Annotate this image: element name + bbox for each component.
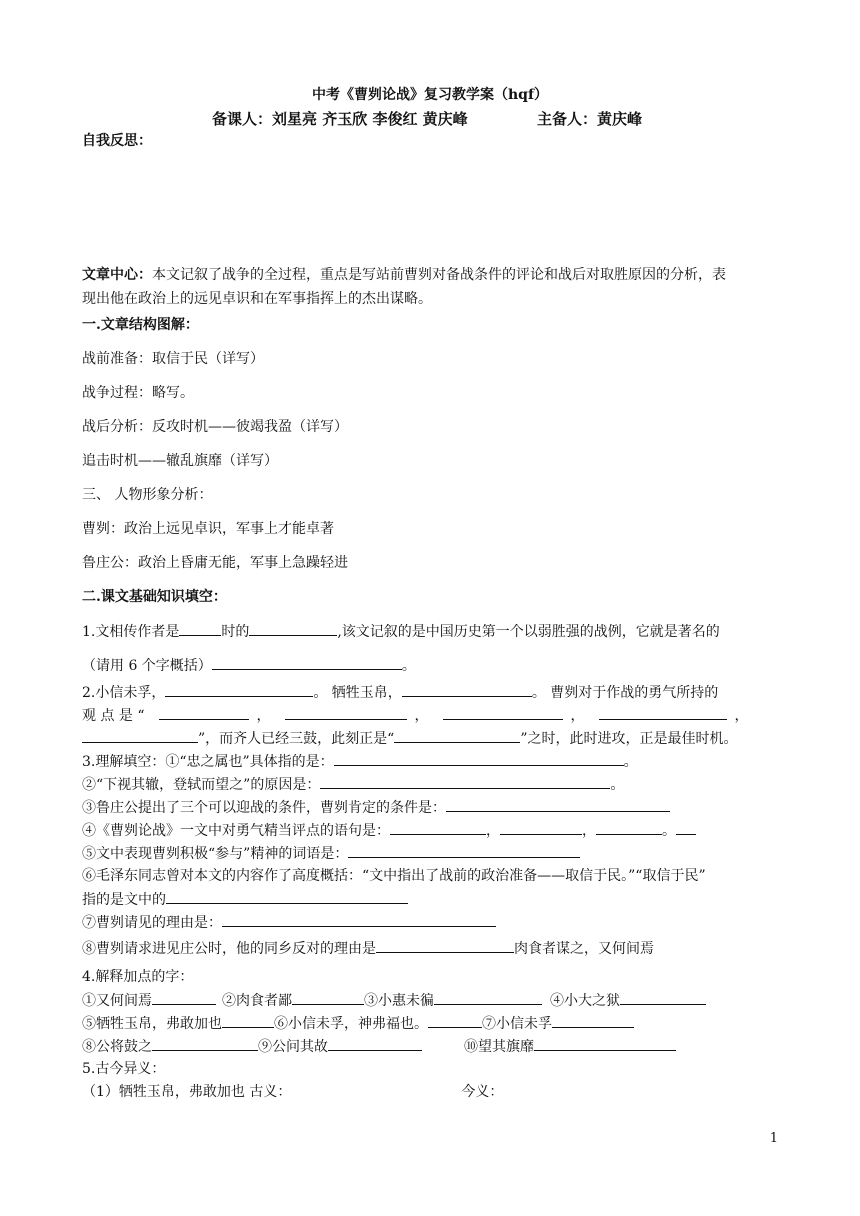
q2-text-b: 。 牺牲玉帛，: [313, 685, 402, 701]
q3a-text: 3.理解填空：①“忠之属也”具体指的是：: [82, 754, 334, 770]
q4-item: ③小惠未徧: [364, 993, 434, 1009]
blank[interactable]: [348, 843, 580, 858]
lead-author: [537, 109, 642, 129]
q4-item: ⑥小信未孚，神弗福也。: [274, 1016, 428, 1032]
period: 。: [623, 754, 638, 770]
lead-name: 黄庆峰: [597, 110, 643, 128]
blank[interactable]: [165, 682, 313, 697]
blank[interactable]: [285, 705, 407, 720]
question-4: 4.解释加点的字：: [82, 969, 194, 985]
blank[interactable]: [328, 1036, 422, 1051]
structure-item: 战争过程：略写。: [82, 385, 194, 401]
lead-prefix: 主备人：: [537, 110, 598, 128]
blank[interactable]: [390, 820, 486, 835]
structure-item: 战后分析：反攻时机——彼竭我盈（详写）: [82, 419, 348, 435]
blank[interactable]: [159, 705, 249, 720]
q3e-text: ⑤文中表现曹刿积极“参与”精神的词语是：: [82, 846, 349, 862]
blank[interactable]: [599, 705, 727, 720]
blank[interactable]: [222, 1013, 274, 1028]
blank[interactable]: [152, 1036, 258, 1051]
question-3f: ⑥毛泽东同志曾对本文的内容作了高度概括：“文中指出了战前的政治准备——取信于民。”“取信于民”: [82, 868, 706, 884]
q3h-text: ⑧曹刿请求进见庄公时，他的同乡反对的理由是: [82, 941, 376, 957]
question-3b: [82, 774, 624, 795]
blank[interactable]: [292, 990, 364, 1005]
q2-text-a: 2.小信未孚，: [82, 685, 166, 701]
q4-item: ⑤牺牲玉帛，弗敢加也: [82, 1016, 222, 1032]
blank[interactable]: [166, 889, 408, 904]
q2-text-i: ”，而齐人已经三鼓，此刻正是“: [198, 731, 395, 747]
center-label: 文章中心：: [82, 267, 152, 283]
period: 。: [662, 823, 676, 839]
blank[interactable]: [434, 990, 542, 1005]
question-1-cont: [82, 655, 416, 676]
blank[interactable]: [179, 621, 221, 636]
q1-text-a: 1.文相传作者是: [82, 624, 180, 640]
character-item: 曹刿：政治上远见卓识，军事上才能卓著: [82, 521, 334, 537]
q4-item: ⑦小信未孚: [482, 1016, 552, 1032]
blank[interactable]: [402, 682, 532, 697]
comma: ，: [414, 708, 429, 724]
question-4-row2: [82, 1013, 634, 1034]
q1-text-d: （请用 6 个字概括）: [82, 658, 212, 674]
q2-text-c: 。 曹刿对于作战的勇气所持的: [531, 685, 719, 701]
q4-item: ①又何间焉: [82, 993, 152, 1009]
q1-text-e: 。: [401, 658, 416, 674]
section-character-heading: 三、 人物形象分析：: [82, 487, 213, 503]
q3b-text: ②“下视其辙，登轼而望之”的原因是：: [82, 777, 321, 793]
page-title: 中考《曹刿论战》复习教学案（hqf）: [312, 87, 548, 103]
q3d-text: ④《曹刿论战》一文中对勇气精当评点的语句是：: [82, 823, 390, 839]
q1-text-b: 时的: [221, 624, 250, 640]
q2-text-d: 观 点 是 “: [82, 708, 145, 724]
question-3h: [82, 938, 654, 959]
question-3d: [82, 820, 696, 841]
q3h-end: 肉食者谋之，又何间焉: [514, 941, 654, 957]
question-3e: [82, 843, 580, 864]
blank[interactable]: [676, 820, 696, 835]
q4-item: ⑧公将鼓之: [82, 1039, 152, 1055]
q3f2-text: 指的是文中的: [82, 892, 166, 908]
question-5-row1: [82, 1082, 503, 1102]
center-text-1: 本文记叙了战争的全过程，重点是写站前曹刿对备战条件的评论和战后对取胜原因的分析，表: [152, 267, 726, 283]
question-5: 5.古今异义：: [82, 1061, 166, 1077]
q5-item: （1）牺牲玉帛，弗敢加也 古义：: [82, 1084, 292, 1100]
section-basics-heading: 二.课文基础知识填空：: [82, 589, 227, 605]
comma: ，: [256, 708, 271, 724]
blank[interactable]: [152, 990, 216, 1005]
question-3f-cont: [82, 889, 408, 910]
authors-names: 刘星亮 齐玉欣 李俊红 黄庆峰: [272, 110, 468, 128]
article-center-2: 现出他在政治上的远见卓识和在军事指挥上的杰出谋略。: [82, 291, 432, 307]
q4-item: ⑩望其旗靡: [464, 1039, 534, 1055]
period: 。: [610, 777, 625, 793]
blank[interactable]: [620, 990, 706, 1005]
blank[interactable]: [222, 912, 496, 927]
q5-item-modern: 今义：: [461, 1084, 504, 1100]
blank[interactable]: [212, 655, 402, 670]
question-2: [82, 682, 718, 703]
question-2-cont: [82, 705, 749, 726]
comma: ，: [582, 823, 596, 839]
blank[interactable]: [500, 820, 582, 835]
character-item: 鲁庄公：政治上昏庸无能，军事上急躁轻进: [82, 555, 348, 571]
structure-item: 战前准备：取信于民（详写）: [82, 351, 264, 367]
q3g-text: ⑦曹刿请见的理由是：: [82, 915, 222, 931]
comma: ，: [570, 708, 585, 724]
blank[interactable]: [249, 621, 337, 636]
blank[interactable]: [446, 797, 670, 812]
question-1: [82, 621, 720, 642]
question-3c: [82, 797, 670, 818]
question-3g: [82, 912, 496, 933]
blank[interactable]: [552, 1013, 634, 1028]
blank[interactable]: [320, 774, 610, 789]
comma: ，: [486, 823, 500, 839]
blank[interactable]: [534, 1036, 676, 1051]
blank[interactable]: [82, 728, 198, 743]
blank[interactable]: [428, 1013, 482, 1028]
article-center-1: [82, 265, 726, 285]
structure-item: 追击时机——辙乱旗靡（详写）: [82, 453, 278, 469]
authors-prefix: 备课人：: [212, 110, 273, 128]
reflection-label: 自我反思：: [82, 133, 152, 149]
blank[interactable]: [334, 751, 624, 766]
blank[interactable]: [443, 705, 563, 720]
q1-text-c: ,该文记叙的是中国历史第一个以弱胜强的战例，它就是著名的: [337, 624, 720, 640]
question-3a: [82, 751, 638, 772]
blank[interactable]: [596, 820, 662, 835]
question-4-row3: [82, 1036, 676, 1057]
blank[interactable]: [376, 938, 514, 953]
page-number: 1: [769, 1131, 778, 1146]
q4-item: ⑨公问其故: [258, 1039, 328, 1055]
comma: ，: [734, 708, 749, 724]
q4-item: ②肉食者鄙: [222, 993, 292, 1009]
section-structure-heading: 一.文章结构图解：: [82, 317, 199, 333]
question-2-cont2: [82, 728, 738, 749]
authors-line: [212, 109, 468, 129]
q3c-text: ③鲁庄公提出了三个可以迎战的条件，曹刿肯定的条件是：: [82, 800, 446, 816]
question-4-row1: [82, 990, 706, 1011]
q2-text-j: ”之时，此时进攻，正是最佳时机。: [520, 731, 738, 747]
blank[interactable]: [394, 728, 520, 743]
q4-item: ④小大之狱: [550, 993, 620, 1009]
